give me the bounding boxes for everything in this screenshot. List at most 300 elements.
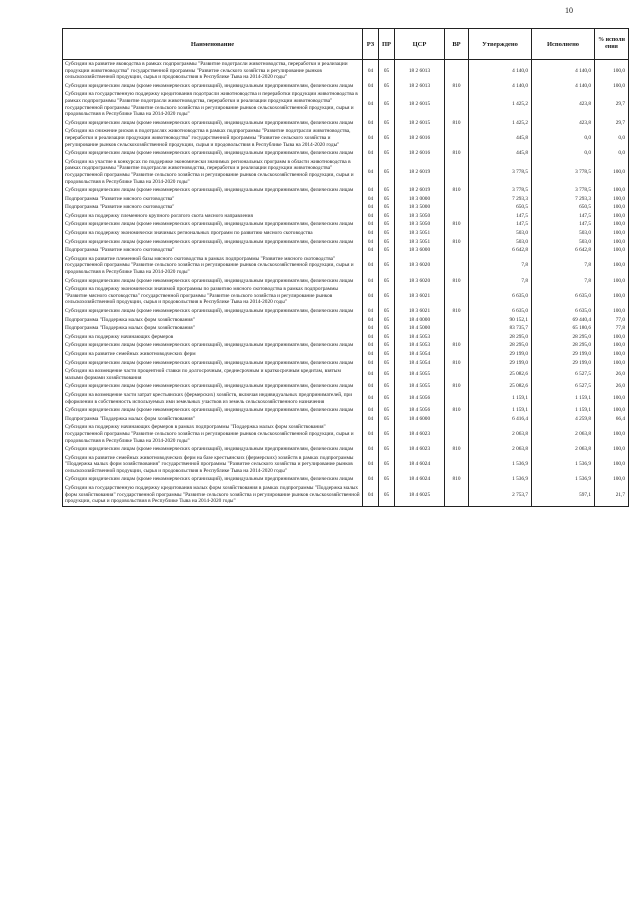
table-row (63, 484, 629, 506)
table-cell-approved: 1 536,9 (469, 475, 532, 484)
table-cell-vr (445, 212, 469, 221)
table-cell-executed: 7 293,3 (532, 195, 595, 204)
table-cell-approved: 445,8 (469, 127, 532, 149)
table-cell-percent: 100,0 (595, 246, 629, 255)
table-cell-executed: 3 778,5 (532, 186, 595, 195)
table-cell-executed: 1 159,1 (532, 406, 595, 415)
table-cell-executed: 3 778,5 (532, 158, 595, 186)
table-row (63, 285, 629, 307)
table-cell-name: Субсидии на поддержку начинающих фермеров (63, 333, 363, 342)
table-cell-pr: 05 (379, 195, 395, 204)
table-cell-name: Субсидии юридическим лицам (кроме некоммерческих организаций), индивидуальным предпринимателям, физическим лицам (63, 82, 363, 91)
table-cell-vr (445, 203, 469, 212)
table-cell-approved: 650,5 (469, 203, 532, 212)
table-cell-executed: 423,8 (532, 90, 595, 118)
table-cell-percent: 100,0 (595, 203, 629, 212)
table-row (63, 324, 629, 333)
table-cell-name: Субсидии на снижение рисков в подотраслях животноводства в рамках подпрограммы "Развитие подотрасли животноводства, переработки и реализации продукции животноводства" государственной программы "Развитие сельского хозяйства и регулирование рынков сельскохозяйственной продукции, сырья и продовольствия в Республике Тыва на 2014-2020 годы" (63, 127, 363, 149)
table-cell-vr (445, 127, 469, 149)
table-cell-vr (445, 350, 469, 359)
table-cell-approved: 28 295,0 (469, 333, 532, 342)
table-cell-csr: 18 3 6020 (395, 277, 445, 286)
table-cell-approved: 1 425,2 (469, 90, 532, 118)
table-cell-executed: 7,8 (532, 255, 595, 277)
table-cell-vr (445, 324, 469, 333)
table-cell-percent: 100,0 (595, 406, 629, 415)
table-cell-csr: 18 2 6016 (395, 127, 445, 149)
table-cell-csr: 18 4 5056 (395, 391, 445, 406)
table-cell-name: Подпрограмма "Поддержка малых форм хозяйствования" (63, 316, 363, 325)
table-cell-name: Субсидии на участие в конкурсах по поддержке экономически значимых региональных программ в области животноводства в рамках подпрограммы "Развитие подотрасли животноводства, переработки и реализации продукции животноводства" государственной программы "Развитие сельского хозяйства и регулирование рынков сельскохозяйственной продукции, сырья и продовольствия в Республике Тыва на 2014-2020 годы" (63, 158, 363, 186)
table-row (63, 203, 629, 212)
table-cell-approved: 90 152,1 (469, 316, 532, 325)
table-cell-approved: 6 416,4 (469, 415, 532, 424)
table-cell-vr (445, 391, 469, 406)
table-cell-rz: 04 (363, 484, 379, 506)
table-cell-executed: 1 159,1 (532, 391, 595, 406)
table-cell-rz: 04 (363, 359, 379, 368)
table-cell-rz: 04 (363, 220, 379, 229)
table-cell-vr: 810 (445, 119, 469, 128)
table-cell-rz: 04 (363, 82, 379, 91)
table-cell-csr: 18 4 5056 (395, 406, 445, 415)
table-cell-vr: 810 (445, 220, 469, 229)
table-cell-csr: 18 3 6000 (395, 246, 445, 255)
table-cell-approved: 2 063,8 (469, 423, 532, 445)
table-cell-csr: 18 3 6021 (395, 285, 445, 307)
table-cell-pr: 05 (379, 158, 395, 186)
table-cell-percent: 26,0 (595, 382, 629, 391)
table-cell-csr: 18 4 6024 (395, 475, 445, 484)
table-cell-approved: 4 140,0 (469, 82, 532, 91)
table-cell-name: Субсидии юридическим лицам (кроме некоммерческих организаций), индивидуальным предпринимателям, физическим лицам (63, 307, 363, 316)
table-cell-approved: 3 778,5 (469, 186, 532, 195)
table-cell-vr (445, 316, 469, 325)
table-cell-approved: 7,8 (469, 277, 532, 286)
table-cell-name: Подпрограмма "Развитие мясного скотоводства" (63, 195, 363, 204)
table-cell-executed: 28 295,0 (532, 341, 595, 350)
table-cell-executed: 29 199,0 (532, 359, 595, 368)
table-cell-csr: 18 2 6013 (395, 82, 445, 91)
table-cell-vr (445, 195, 469, 204)
table-cell-name: Субсидии юридическим лицам (кроме некоммерческих организаций), индивидуальным предпринимателям, физическим лицам (63, 238, 363, 247)
table-cell-csr: 18 4 5054 (395, 350, 445, 359)
table-cell-vr: 810 (445, 445, 469, 454)
table-cell-pr: 05 (379, 391, 395, 406)
table-cell-csr: 18 2 6013 (395, 60, 445, 82)
table-cell-vr: 810 (445, 406, 469, 415)
table-cell-percent: 100,0 (595, 60, 629, 82)
table-cell-name: Субсидии юридическим лицам (кроме некоммерческих организаций), индивидуальным предпринимателям, физическим лицам (63, 149, 363, 158)
table-cell-name: Субсидии юридическим лицам (кроме некоммерческих организаций), индивидуальным предпринимателям, физическим лицам (63, 186, 363, 195)
table-cell-pr: 05 (379, 90, 395, 118)
table-cell-csr: 18 4 6000 (395, 415, 445, 424)
table-cell-vr (445, 454, 469, 476)
table-cell-name: Субсидии на развитие семейных животноводческих ферм на базе крестьянских (фермерских) хозяйств в рамках подпрограммы "Поддержка малых форм хозяйствования" государственной программы "Развитие сельского хозяйства и регулирование рынков сельскохозяйственной продукции, сырья и продовольствия в Республике Тыва на 2014-2020 годы" (63, 454, 363, 476)
table-cell-rz: 04 (363, 415, 379, 424)
table-cell-executed: 6 635,0 (532, 285, 595, 307)
table-row (63, 423, 629, 445)
table-cell-name: Субсидии на поддержку экономически значимой программы по развитию мясного скотоводства в рамках подпрограммы "Развитие мясного скотоводства" государственной программы "Развитие сельского хозяйства и регулирование рынков сельскохозяйственной продукции, сырья и продовольствия в Республике Тыва на 2014-2020 годы" (63, 285, 363, 307)
table-cell-approved: 147,5 (469, 220, 532, 229)
table-row (63, 60, 629, 82)
table-row (63, 82, 629, 91)
table-cell-pr: 05 (379, 406, 395, 415)
table-cell-percent: 100,0 (595, 220, 629, 229)
table-row (63, 333, 629, 342)
table-cell-approved: 25 082,6 (469, 367, 532, 382)
col-header-csr: ЦСР (395, 29, 445, 60)
table-cell-approved: 503,0 (469, 238, 532, 247)
col-header-vr: ВР (445, 29, 469, 60)
table-cell-approved: 25 082,6 (469, 382, 532, 391)
table-row (63, 238, 629, 247)
col-header-name: Наименование (63, 29, 363, 60)
table-cell-rz: 04 (363, 350, 379, 359)
table-row (63, 277, 629, 286)
table-cell-name: Субсидии на развитие племенной базы мясного скотоводства в рамках подпрограммы "Развитие мясного скотоводства" государственной программы "Развитие сельского хозяйства и регулирование рынков сельскохозяйственной продукции, сырья и продовольствия в Республике Тыва на 2014-2020 годы" (63, 255, 363, 277)
table-cell-pr: 05 (379, 246, 395, 255)
table-row (63, 212, 629, 221)
table-cell-pr: 05 (379, 324, 395, 333)
table-cell-pr: 05 (379, 484, 395, 506)
table-cell-rz: 04 (363, 238, 379, 247)
table-cell-executed: 2 063,8 (532, 423, 595, 445)
table-row (63, 367, 629, 382)
table-cell-pr: 05 (379, 445, 395, 454)
table-cell-csr: 18 2 6019 (395, 186, 445, 195)
table-cell-percent: 100,0 (595, 195, 629, 204)
table-cell-executed: 6 527,5 (532, 382, 595, 391)
table-cell-pr: 05 (379, 415, 395, 424)
col-header-pr: ПР (379, 29, 395, 60)
table-cell-csr: 18 4 0000 (395, 316, 445, 325)
table-row (63, 149, 629, 158)
table-cell-approved: 7,8 (469, 255, 532, 277)
table-row (63, 255, 629, 277)
table-cell-vr: 810 (445, 186, 469, 195)
table-cell-name: Субсидии юридическим лицам (кроме некоммерческих организаций), индивидуальным предпринимателям, физическим лицам (63, 382, 363, 391)
table-cell-executed: 147,5 (532, 220, 595, 229)
table-cell-rz: 04 (363, 324, 379, 333)
table-cell-csr: 18 3 5051 (395, 238, 445, 247)
table-cell-executed: 4 259,8 (532, 415, 595, 424)
table-cell-vr: 810 (445, 359, 469, 368)
table-cell-name: Субсидии на поддержку начинающих фермеров в рамках подпрограммы "Поддержка малых форм хозяйствования" государственной программы "Развитие сельского хозяйства и регулирование рынков сельскохозяйственной продукции, сырья и продовольствия в Республике Тыва на 2014-2020 годы" (63, 423, 363, 445)
table-cell-pr: 05 (379, 359, 395, 368)
table-cell-pr: 05 (379, 149, 395, 158)
table-cell-pr: 05 (379, 277, 395, 286)
table-cell-vr: 810 (445, 149, 469, 158)
table-cell-name: Субсидии на возмещение части процентной ставки по долгосрочным, среднесрочным и краткосрочным кредитам, взятым малыми формами хозяйствования (63, 367, 363, 382)
table-cell-approved: 29 199,0 (469, 359, 532, 368)
table-cell-vr: 810 (445, 382, 469, 391)
table-row (63, 195, 629, 204)
table-row (63, 220, 629, 229)
table-cell-executed: 503,0 (532, 238, 595, 247)
table-cell-percent: 0,0 (595, 127, 629, 149)
table-cell-vr: 810 (445, 475, 469, 484)
table-header-row (63, 29, 629, 60)
table-cell-approved: 6 635,0 (469, 307, 532, 316)
table-cell-csr: 18 4 5055 (395, 382, 445, 391)
table-cell-pr: 05 (379, 220, 395, 229)
table-cell-rz: 04 (363, 203, 379, 212)
table-cell-executed: 2 063,8 (532, 445, 595, 454)
table-cell-percent: 100,0 (595, 212, 629, 221)
table-cell-rz: 04 (363, 246, 379, 255)
table-cell-approved: 503,0 (469, 229, 532, 238)
table-row (63, 454, 629, 476)
table-cell-vr (445, 423, 469, 445)
table-cell-csr: 18 4 5000 (395, 324, 445, 333)
table-cell-pr: 05 (379, 229, 395, 238)
table-row (63, 316, 629, 325)
table-cell-executed: 65 180,6 (532, 324, 595, 333)
table-cell-pr: 05 (379, 454, 395, 476)
table-cell-approved: 4 140,0 (469, 60, 532, 82)
table-row (63, 475, 629, 484)
table-cell-name: Субсидии юридическим лицам (кроме некоммерческих организаций), индивидуальным предпринимателям, физическим лицам (63, 119, 363, 128)
table-cell-csr: 18 3 5051 (395, 229, 445, 238)
table-cell-approved: 445,8 (469, 149, 532, 158)
table-cell-percent: 100,0 (595, 186, 629, 195)
table-cell-rz: 04 (363, 277, 379, 286)
table-cell-rz: 04 (363, 285, 379, 307)
table-row (63, 445, 629, 454)
table-cell-name: Субсидии на возмещение части затрат крестьянских (фермерских) хозяйств, включая индивидуальных предпринимателей, при оформлении в собственность используемых ими земельных участков из земель сельскохозяйственного назначения (63, 391, 363, 406)
table-row (63, 90, 629, 118)
table-cell-rz: 04 (363, 195, 379, 204)
table-cell-pr: 05 (379, 203, 395, 212)
table-cell-name: Субсидии юридическим лицам (кроме некоммерческих организаций), индивидуальным предпринимателям, физическим лицам (63, 220, 363, 229)
table-cell-csr: 18 3 0000 (395, 195, 445, 204)
table-cell-percent: 100,0 (595, 229, 629, 238)
table-cell-percent: 100,0 (595, 350, 629, 359)
table-cell-pr: 05 (379, 341, 395, 350)
table-row (63, 350, 629, 359)
table-cell-rz: 04 (363, 119, 379, 128)
col-header-executed: Исполнено (532, 29, 595, 60)
table-cell-csr: 18 2 6015 (395, 119, 445, 128)
table-cell-approved: 28 295,0 (469, 341, 532, 350)
table-cell-executed: 147,5 (532, 212, 595, 221)
table-cell-percent: 100,0 (595, 423, 629, 445)
table-cell-csr: 18 3 5050 (395, 212, 445, 221)
table-cell-pr: 05 (379, 333, 395, 342)
table-cell-pr: 05 (379, 367, 395, 382)
table-cell-percent: 100,0 (595, 277, 629, 286)
table-cell-vr: 810 (445, 341, 469, 350)
table-cell-name: Субсидии юридическим лицам (кроме некоммерческих организаций), индивидуальным предпринимателям, физическим лицам (63, 277, 363, 286)
table-cell-rz: 04 (363, 341, 379, 350)
table-cell-pr: 05 (379, 382, 395, 391)
table-row (63, 246, 629, 255)
table-cell-percent: 29,7 (595, 119, 629, 128)
table-cell-csr: 18 4 6024 (395, 454, 445, 476)
table-cell-csr: 18 3 6020 (395, 255, 445, 277)
table-cell-executed: 6 635,0 (532, 307, 595, 316)
table-cell-csr: 18 4 5053 (395, 333, 445, 342)
table-cell-pr: 05 (379, 127, 395, 149)
table-cell-pr: 05 (379, 82, 395, 91)
col-header-percent: % исполн ения (595, 29, 629, 60)
table-cell-percent: 77,0 (595, 316, 629, 325)
table-row (63, 341, 629, 350)
table-cell-percent: 77,8 (595, 324, 629, 333)
table-cell-rz: 04 (363, 229, 379, 238)
table-cell-approved: 6 635,0 (469, 285, 532, 307)
table-cell-percent: 100,0 (595, 158, 629, 186)
table-cell-pr: 05 (379, 475, 395, 484)
table-cell-executed: 6 527,5 (532, 367, 595, 382)
table-cell-percent: 100,0 (595, 285, 629, 307)
table-cell-approved: 29 199,0 (469, 350, 532, 359)
table-cell-rz: 04 (363, 255, 379, 277)
table-cell-name: Субсидии на государственную поддержку кредитования малых форм хозяйствования в рамках подпрограммы "Поддержка малых форм хозяйствования" государственной программы "Развитие сельского хозяйства и регулирование рынков сельскохозяйственной продукции, сырья и продовольствия в Республике Тыва на 2014-2020 годы" (63, 484, 363, 506)
table-cell-vr (445, 333, 469, 342)
table-cell-name: Субсидии юридическим лицам (кроме некоммерческих организаций), индивидуальным предпринимателям, физическим лицам (63, 359, 363, 368)
table-cell-executed: 503,0 (532, 229, 595, 238)
table-cell-vr (445, 415, 469, 424)
table-cell-csr: 18 3 5000 (395, 203, 445, 212)
table-cell-approved: 83 735,7 (469, 324, 532, 333)
table-row (63, 359, 629, 368)
table-cell-name: Субсидии на поддержку экономически значимых региональных программ по развитию мясного скотоводства (63, 229, 363, 238)
table-cell-rz: 04 (363, 445, 379, 454)
table-cell-percent: 100,0 (595, 391, 629, 406)
table-cell-rz: 04 (363, 158, 379, 186)
table-cell-pr: 05 (379, 119, 395, 128)
table-cell-rz: 04 (363, 127, 379, 149)
table-cell-pr: 05 (379, 238, 395, 247)
table-cell-percent: 100,0 (595, 445, 629, 454)
table-cell-rz: 04 (363, 212, 379, 221)
table-cell-name: Субсидии юридическим лицам (кроме некоммерческих организаций), индивидуальным предпринимателям, физическим лицам (63, 475, 363, 484)
table-cell-rz: 04 (363, 367, 379, 382)
table-cell-executed: 423,8 (532, 119, 595, 128)
table-cell-vr: 810 (445, 277, 469, 286)
table-cell-rz: 04 (363, 423, 379, 445)
budget-table (62, 28, 629, 507)
table-cell-name: Субсидии юридическим лицам (кроме некоммерческих организаций), индивидуальным предпринимателям, физическим лицам (63, 406, 363, 415)
table-cell-rz: 04 (363, 382, 379, 391)
table-cell-pr: 05 (379, 255, 395, 277)
table-row (63, 391, 629, 406)
table-cell-executed: 28 295,0 (532, 333, 595, 342)
col-header-rz: РЗ (363, 29, 379, 60)
table-row (63, 406, 629, 415)
table-cell-vr (445, 229, 469, 238)
table-cell-percent: 26,0 (595, 367, 629, 382)
table-cell-executed: 1 536,9 (532, 475, 595, 484)
table-row (63, 186, 629, 195)
table-cell-vr (445, 158, 469, 186)
table-cell-csr: 18 3 6021 (395, 307, 445, 316)
table-cell-name: Субсидии на развитие семейных животноводческих ферм (63, 350, 363, 359)
table-cell-csr: 18 4 6025 (395, 484, 445, 506)
table-cell-vr (445, 484, 469, 506)
table-cell-vr (445, 60, 469, 82)
table-cell-percent: 100,0 (595, 359, 629, 368)
table-cell-percent: 100,0 (595, 454, 629, 476)
table-body (63, 60, 629, 507)
table-cell-percent: 100,0 (595, 82, 629, 91)
table-cell-percent: 100,0 (595, 255, 629, 277)
table-cell-rz: 04 (363, 316, 379, 325)
table-cell-rz: 04 (363, 90, 379, 118)
table-row (63, 119, 629, 128)
table-cell-executed: 0,0 (532, 149, 595, 158)
table-cell-approved: 1 159,1 (469, 391, 532, 406)
col-header-approved: Утверждено (469, 29, 532, 60)
table-cell-executed: 0,0 (532, 127, 595, 149)
table-row (63, 229, 629, 238)
table-cell-name: Субсидии на государственную поддержку кредитования подотрасли животноводства и переработки продукции животноводства в рамках подпрограммы "Развитие подотрасли животноводства, переработки и реализации продукции животноводства" государственной программы "Развитие сельского хозяйства и регулирование рынков сельскохозяйственной продукции, сырья и продовольствия в Республике Тыва на 2014-2020 годы" (63, 90, 363, 118)
table-cell-percent: 100,0 (595, 238, 629, 247)
table-cell-rz: 04 (363, 149, 379, 158)
page-number: 10 (565, 6, 573, 15)
table-cell-percent: 100,0 (595, 341, 629, 350)
table-cell-name: Подпрограмма "Поддержка малых форм хозяйствования" (63, 415, 363, 424)
table-cell-rz: 04 (363, 475, 379, 484)
table-cell-name: Подпрограмма "Развитие мясного скотоводства" (63, 246, 363, 255)
table-cell-rz: 04 (363, 60, 379, 82)
table-cell-csr: 18 4 5055 (395, 367, 445, 382)
table-cell-rz: 04 (363, 454, 379, 476)
table-cell-csr: 18 4 5053 (395, 341, 445, 350)
table-cell-rz: 04 (363, 391, 379, 406)
table-cell-executed: 4 140,0 (532, 60, 595, 82)
table-cell-pr: 05 (379, 423, 395, 445)
table-cell-csr: 18 4 6023 (395, 445, 445, 454)
table-cell-pr: 05 (379, 307, 395, 316)
table-cell-rz: 04 (363, 406, 379, 415)
table-cell-vr (445, 255, 469, 277)
table-cell-approved: 2 063,8 (469, 445, 532, 454)
table-cell-name: Субсидии юридическим лицам (кроме некоммерческих организаций), индивидуальным предпринимателям, физическим лицам (63, 445, 363, 454)
table-cell-name: Подпрограмма "Поддержка малых форм хозяйствования" (63, 324, 363, 333)
table-cell-csr: 18 2 6016 (395, 149, 445, 158)
table-cell-executed: 4 140,0 (532, 82, 595, 91)
table-cell-rz: 04 (363, 333, 379, 342)
table-cell-percent: 66,4 (595, 415, 629, 424)
table-cell-rz: 04 (363, 186, 379, 195)
table-cell-approved: 7 293,3 (469, 195, 532, 204)
table-cell-pr: 05 (379, 316, 395, 325)
table-row (63, 415, 629, 424)
table-cell-approved: 6 642,8 (469, 246, 532, 255)
table-cell-vr: 810 (445, 82, 469, 91)
table-cell-name: Подпрограмма "Развитие мясного скотоводства" (63, 203, 363, 212)
table-cell-name: Субсидии на поддержку племенного крупного рогатого скота мясного направления (63, 212, 363, 221)
table-cell-csr: 18 3 5050 (395, 220, 445, 229)
table-row (63, 307, 629, 316)
table-cell-approved: 1 425,2 (469, 119, 532, 128)
table-cell-vr (445, 246, 469, 255)
table-cell-name: Субсидии на развитие яководства в рамках подпрограммы "Развитие подотрасли животноводства, переработки и реализации продукции животноводства" государственной программы "Развитие сельского хозяйства и регулирование рынков сельскохозяйственной продукции, сырья и продовольствия в Республике Тыва на 2014-2020 годы" (63, 60, 363, 82)
table-cell-rz: 04 (363, 307, 379, 316)
table-cell-name: Субсидии юридическим лицам (кроме некоммерческих организаций), индивидуальным предпринимателям, физическим лицам (63, 341, 363, 350)
table-cell-pr: 05 (379, 186, 395, 195)
table-cell-csr: 18 2 6015 (395, 90, 445, 118)
table-cell-approved: 3 778,5 (469, 158, 532, 186)
table-cell-csr: 18 2 6019 (395, 158, 445, 186)
table-cell-csr: 18 4 6023 (395, 423, 445, 445)
table-cell-executed: 1 536,9 (532, 454, 595, 476)
table-cell-pr: 05 (379, 350, 395, 359)
table-cell-executed: 6 642,8 (532, 246, 595, 255)
